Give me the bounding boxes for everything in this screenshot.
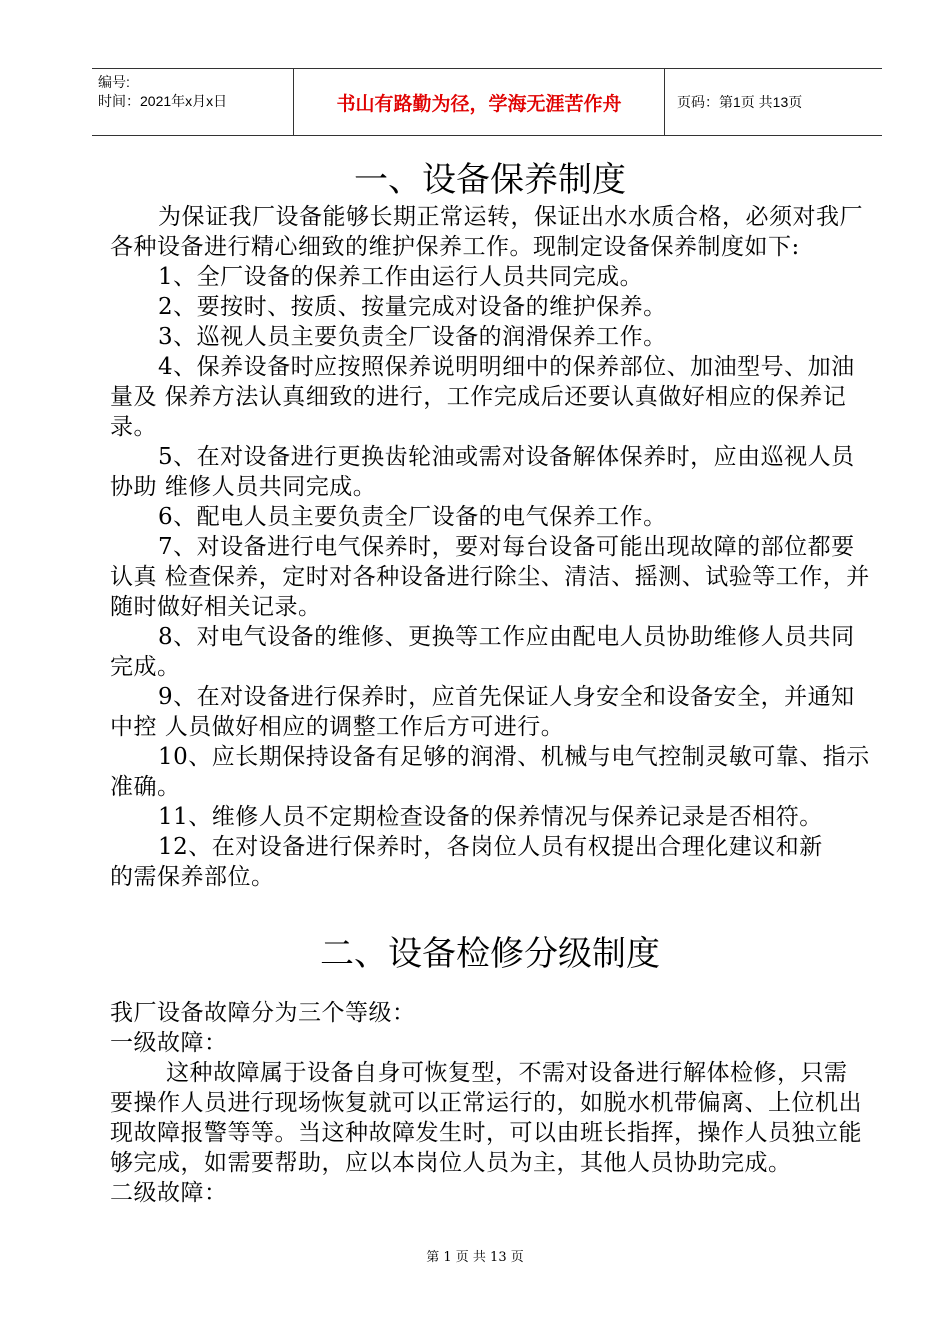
level1-label: 一级故障： <box>110 1030 228 1056</box>
level2-label: 二级故障： <box>110 1180 228 1206</box>
serial-number-label: 编号: <box>98 74 130 90</box>
header-meta-cell <box>92 69 294 135</box>
document-body <box>110 150 870 1208</box>
section1-item-3: 3、巡视人员主要负责全厂设备的润滑保养工作。 <box>158 324 667 350</box>
section2-intro: 我厂设备故障分为三个等级： <box>110 1000 416 1026</box>
level1-text: 这种故障属于设备自身可恢复型，不需对设备进行解体检修，只需要操作人员进行现场恢复就可以正常运行的，如脱水机带偏离、上位机出现故障报警等等。当这种故障发生时，可以由班长指挥，操作人员独立能够完成，如需要帮助，应以本岗位人员为主，其他人员协助完成。 <box>110 1060 862 1176</box>
section1-item-7: 7、对设备进行电气保养时，要对每台设备可能出现故障的部位都要认真 检查保养，定时对各种设备进行除尘、清洁、摇测、试验等工作，并随时做好相关记录。 <box>110 534 870 620</box>
section1-item-5: 5、在对设备进行更换齿轮油或需对设备解体保养时，应由巡视人员协助 维修人员共同完成。 <box>110 444 855 500</box>
section1-item-4: 4、保养设备时应按照保养说明明细中的保养部位、加油型号、加油量及 保养方法认真细致的进行，工作完成后还要认真做好相应的保养记录。 <box>110 354 855 440</box>
header-page-info: 页码：第1页 共13页 <box>677 94 803 110</box>
section2-title: 二、设备检修分级制度 <box>320 934 660 974</box>
section1-item-8: 8、对电气设备的维修、更换等工作应由配电人员协助维修人员共同完成。 <box>110 624 855 680</box>
section1-intro: 为保证我厂设备能够长期正常运转，保证出水水质合格，必须对我厂各种设备进行精心细致的维护保养工作。现制定设备保养制度如下: <box>110 204 863 260</box>
page-header-table <box>92 68 882 136</box>
section1-item-6: 6、配电人员主要负责全厂设备的电气保养工作。 <box>158 504 667 530</box>
time-label: 时间：2021年x月x日 <box>98 93 228 109</box>
section1-title: 一、设备保养制度 <box>354 160 626 200</box>
section1-item-12: 12、在对设备进行保养时，各岗位人员有权提出合理化建议和新 的需保养部位。 <box>110 834 870 890</box>
section1-item-11: 11、维修人员不定期检查设备的保养情况与保养记录是否相符。 <box>158 804 823 830</box>
section1-item-10: 10、应长期保持设备有足够的润滑、机械与电气控制灵敏可靠、指示准确。 <box>110 744 870 800</box>
page-footer: 第 1 页 共 13 页 <box>426 1250 524 1265</box>
header-motto: 书山有路勤为径，学海无涯苦作舟 <box>294 69 665 135</box>
section1-item-1: 1、全厂设备的保养工作由运行人员共同完成。 <box>158 264 644 290</box>
section1-item-2: 2、要按时、按质、按量完成对设备的维护保养。 <box>158 294 667 320</box>
section1-item-9: 9、在对设备进行保养时，应首先保证人身安全和设备安全，并通知中控 人员做好相应的调整工作后方可进行。 <box>110 684 855 740</box>
